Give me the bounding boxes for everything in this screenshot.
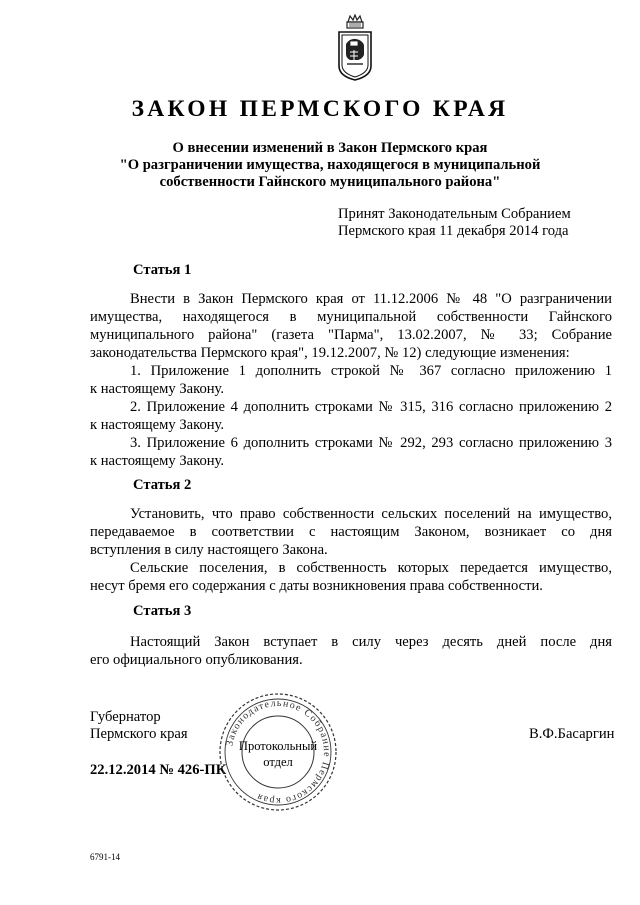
subtitle-line: О внесении изменений в Закон Пермского края bbox=[172, 140, 488, 156]
document-code: 6791-14 bbox=[90, 852, 120, 862]
adoption-note bbox=[338, 206, 571, 240]
signer-name: В.Ф.Басаргин bbox=[529, 726, 615, 742]
governor-position bbox=[90, 709, 188, 743]
article-2-line: несут бремя его содержания с даты возникновения права собственности. bbox=[90, 578, 543, 594]
article-3-heading: Статья 3 bbox=[133, 603, 192, 619]
article-1-line: Внести в Закон Пермского края от 11.12.2006 № 48 "О разграничении bbox=[130, 291, 612, 307]
article-1-item: к настоящему Закону. bbox=[90, 417, 225, 433]
coat-of-arms-icon bbox=[336, 14, 374, 82]
article-2-line: Установить, что право собственности сельских поселений на имущество, bbox=[130, 506, 612, 522]
governor-line: Пермского края bbox=[90, 726, 188, 742]
stamp-seal bbox=[216, 690, 340, 814]
adoption-line: Пермского края 11 декабря 2014 года bbox=[338, 223, 569, 239]
article-1-item: к настоящему Закону. bbox=[90, 381, 225, 397]
article-1-item: к настоящему Закону. bbox=[90, 453, 225, 469]
article-1-item: 1. Приложение 1 дополнить строкой № 367 согласно приложению 1 bbox=[130, 363, 612, 379]
stamp-center-line: Протокольный bbox=[238, 739, 318, 753]
article-2-heading: Статья 2 bbox=[133, 477, 192, 493]
article-1-item: 3. Приложение 6 дополнить строками № 292, 293 согласно приложению 3 bbox=[130, 435, 612, 451]
date-and-number: 22.12.2014 № 426-ПК bbox=[90, 762, 227, 778]
article-1-item: 2. Приложение 4 дополнить строками № 315, 316 согласно приложению 2 bbox=[130, 399, 612, 415]
law-title: ЗАКОН ПЕРМСКОГО КРАЯ bbox=[131, 96, 509, 122]
article-1-heading: Статья 1 bbox=[133, 262, 192, 278]
article-1-line: муниципального района" (газета "Парма", 13.02.2007, № 33; Собрание bbox=[90, 327, 612, 343]
article-2-line: вступления в силу настоящего Закона. bbox=[90, 542, 328, 558]
article-2-line: Сельские поселения, в собственность которых передается имущество, bbox=[130, 560, 612, 576]
subtitle-line: "О разграничении имущества, находящегося в муниципальной bbox=[119, 157, 541, 173]
stamp-center-line: отдел bbox=[263, 755, 293, 769]
article-1-line: законодательства Пермского края", 19.12.2007, № 12) следующие изменения: bbox=[90, 345, 570, 361]
article-3-line: Настоящий Закон вступает в силу через десять дней после дня bbox=[130, 634, 612, 650]
adoption-line: Принят Законодательным Собранием bbox=[338, 206, 571, 222]
article-1-line: имущества, находящегося в муниципальной собственности Гайнского bbox=[90, 309, 612, 325]
stamp-ring-text: Законодательное Собрание Пермского края bbox=[224, 697, 333, 807]
governor-line: Губернатор bbox=[90, 709, 161, 725]
law-subtitle bbox=[60, 140, 600, 191]
article-3-line: его официального опубликования. bbox=[90, 652, 303, 668]
article-2-line: передаваемое в соответствии с настоящим Законом, возникает со дня bbox=[90, 524, 612, 540]
subtitle-line: собственности Гайнского муниципального района" bbox=[159, 174, 501, 190]
